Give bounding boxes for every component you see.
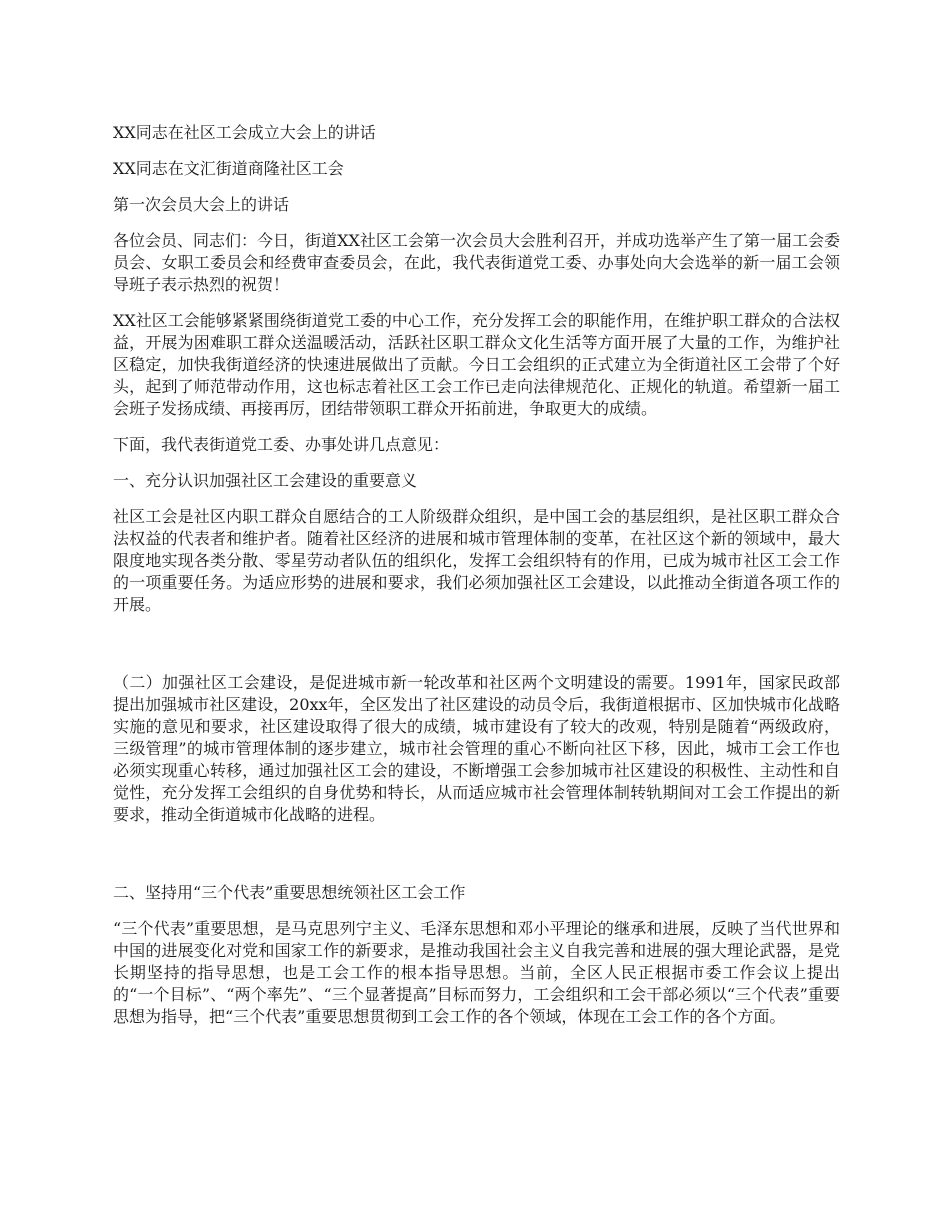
section-heading-2: 二、坚持用“三个代表”重要思想统领社区工会工作 — [113, 883, 466, 902]
document-title-line-2: XX同志在文汇街道商隆社区工会 — [113, 159, 344, 178]
paragraph-subsection-2: （二）加强社区工会建设，是促进城市新一轮改革和社区两个文明建设的需要。1991年，国家民政部提出加强城市社区建设，20xx年，全区发出了社区建设的动员令后，我街道根据市、区加快城市化战略实施的意见和要求，社区建设取得了很大的成绩，城市建设有了较大的改观，特别是随着“两级政府，三级管理”的城市管理体制的逐步建立，城市社会管理的重心不断向社区下移，因此，城市工会工作也必须实现重心转移，通过加强社区工会的建设，不断增强工会参加城市社区建设的积极性、主动性和自觉性，充分发挥工会组织的自身优势和特长，从而适应城市社会管理体制转轨期间对工会工作提出的新要求，推动全街道城市化战略的进程。 — [113, 673, 840, 824]
paragraph-section-1: 社区工会是社区内职工群众自愿结合的工人阶级群众组织，是中国工会的基层组织，是社区职工群众合法权益的代表者和维护者。随着社区经济的进展和城市管理体制的变革，在社区这个新的领域中，最大限度地实现各类分散、零星劳动者队伍的组织化，发挥工会组织特有的作用，已成为城市社区工会工作的一项重要任务。为适应形势的进展和要求，我们必须加强社区工会建设，以此推动全街道各项工作的开展。 — [113, 507, 840, 614]
section-heading-1: 一、充分认识加强社区工会建设的重要意义 — [113, 471, 418, 490]
paragraph-section-2: “三个代表”重要思想，是马克思列宁主义、毛泽东思想和邓小平理论的继承和进展，反映了当代世界和中国的进展变化对党和国家工作的新要求，是推动我国社会主义自我完善和进展的强大理论武器，是党长期坚持的指导思想，也是工会工作的根本指导思想。当前，全区人民正根据市委工作会议上提出的“一个目标”、“两个率先”、“三个显著提高”目标而努力，工会组织和工会干部必须以“三个代表”重要思想为指导，把“三个代表”重要思想贯彻到工会工作的各个领域，体现在工会工作的各个方面。 — [113, 919, 840, 1026]
paragraph-greeting: 各位会员、同志们：今日，街道XX社区工会第一次会员大会胜利召开，并成功选举产生了第一届工会委员会、女职工委员会和经费审查委员会，在此，我代表街道党工委、办事处向大会选举的新一届工会领导班子表示热烈的祝贺！ — [113, 231, 840, 294]
paragraph-union-work: XX社区工会能够紧紧围绕街道党工委的中心工作，充分发挥工会的职能作用，在维护职工群众的合法权益，开展为困难职工群众送温暖活动，活跃社区职工群众文化生活等方面开展了大量的工作，为维护社区稳定，加快我街道经济的快速进展做出了贡献。今日工会组织的正式建立为全街道社区工会带了个好头，起到了师范带动作用，这也标志着社区工会工作已走向法律规范化、正规化的轨道。希望新一届工会班子发扬成绩、再接再厉，团结带领职工群众开拓前进，争取更大的成绩。 — [113, 311, 840, 418]
document-title-line-3: 第一次会员大会上的讲话 — [113, 195, 290, 214]
document-title-line-1: XX同志在社区工会成立大会上的讲话 — [113, 123, 376, 142]
document-page — [113, 122, 840, 1028]
paragraph-opinions-intro: 下面，我代表街道党工委、办事处讲几点意见： — [113, 435, 450, 454]
